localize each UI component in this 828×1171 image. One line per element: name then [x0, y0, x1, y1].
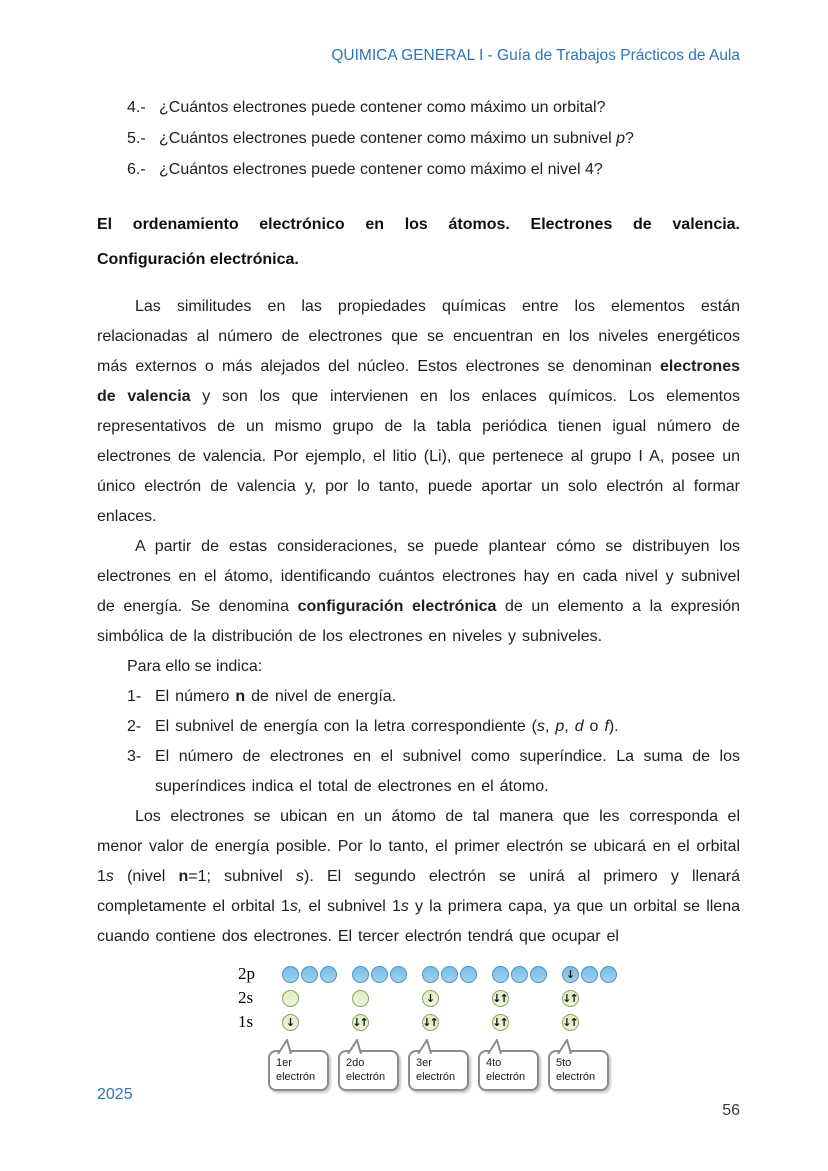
2p-orbital-group — [352, 966, 422, 983]
caption-cell — [556, 1050, 632, 1106]
question-number: 5.- — [127, 130, 146, 147]
s-orbital-circle — [422, 1014, 439, 1031]
s-orbital-circle — [492, 990, 509, 1007]
body-text-italic: s — [105, 868, 114, 885]
body-text: Los electrones se ubican en un átomo de tal manera que les corresponda el menor valor de energía posible. Por lo tanto, el primer electrón se ubicará en el orbital 1 — [97, 808, 740, 885]
body-text: Las similitudes en las propiedades químicas entre los elementos están relacionadas al número de electrones que se encuentran en los niveles energéticos más externos o más alejados del núcleo. Estos electrones se denominan — [97, 298, 740, 375]
caption-bubble — [408, 1050, 469, 1091]
diagram-row-2p — [238, 962, 740, 986]
question-text: ¿Cuántos electrones puede contener como máximo el nivel 4? — [159, 161, 603, 178]
p-orbital-circle — [530, 966, 547, 983]
paired-electron-arrows-icon: ↓↑ — [352, 1015, 367, 1029]
p-orbital-circle — [600, 966, 617, 983]
1s-orbital-group — [352, 1014, 422, 1031]
row-label-2s: 2s — [238, 988, 254, 1007]
p-orbital-circle — [301, 966, 318, 983]
paired-electron-arrows-icon: ↓↑ — [492, 991, 507, 1005]
p-orbital-circle — [282, 966, 299, 983]
row-label-2p: 2p — [238, 964, 255, 983]
list-item-number: 2- — [127, 718, 142, 735]
s-orbital-circle — [562, 1014, 579, 1031]
caption-line2: electrón — [486, 1071, 526, 1083]
paired-electron-arrows-icon: ↓↑ — [422, 1015, 437, 1029]
caption-bubble — [478, 1050, 539, 1091]
single-electron-arrow-icon: ↓ — [285, 1015, 294, 1029]
question-number: 6.- — [127, 161, 146, 178]
paired-electron-arrows-icon: ↓↑ — [492, 1015, 507, 1029]
body-text: y son los que intervienen en los enlaces químicos. Los elementos representativos de un mismo grupo de la tabla periódica tienen igual número de electrones de valencia. Por ejemplo, el litio (Li), que pertenece al grupo I A, posee un único electrón de valencia y, por lo tanto, puede aportar un solo electrón al formar enlaces. — [97, 388, 740, 525]
s-orbital-circle — [282, 1014, 299, 1031]
paired-electron-arrows-icon: ↓↑ — [562, 1015, 577, 1029]
diagram-row-1s — [238, 1010, 740, 1034]
s-orbital-circle — [492, 1014, 509, 1031]
p-orbital-circle — [352, 966, 369, 983]
p-orbital-circle — [441, 966, 458, 983]
list-item-text-italic: d — [574, 718, 584, 735]
running-header: QUIMICA GENERAL I - Guía de Trabajos Prácticos de Aula — [331, 47, 740, 64]
body-text: de un elemento a la expresión simbólica de la distribución de los electrones en niveles y subniveles. — [97, 598, 741, 645]
list-item-text-italic: f — [604, 718, 609, 735]
p-orbital-circle — [320, 966, 337, 983]
list-item-text: El número — [155, 688, 236, 705]
body-text-italic: s — [400, 898, 409, 915]
list-item-2 — [97, 712, 740, 742]
bubble-tail-icon — [416, 1039, 436, 1054]
s-orbital-circle — [352, 990, 369, 1007]
question-text: ? — [625, 130, 634, 147]
1s-orbital-group — [492, 1014, 562, 1031]
1s-orbital-group — [422, 1014, 492, 1031]
question-6 — [97, 154, 740, 185]
caption-line2: electrón — [556, 1071, 596, 1083]
single-electron-arrow-icon: ↓ — [425, 991, 434, 1005]
2p-orbital-group — [282, 966, 352, 983]
body-text-italic: s — [296, 868, 304, 885]
p-orbital-circle — [460, 966, 477, 983]
2s-orbital-group — [562, 990, 632, 1007]
1s-orbital-group — [562, 1014, 632, 1031]
question-list — [97, 92, 740, 185]
list-item-3 — [97, 742, 740, 802]
body-text-bold: configuración electrónica — [297, 598, 497, 615]
p-orbital-circle — [390, 966, 407, 983]
diagram-row-2s — [238, 986, 740, 1010]
list-item-text-italic: p — [555, 718, 565, 735]
body-text: y la primera capa, ya que un orbital se llena cuando contiene dos electrones. El tercer electrón tendrá que ocupar el — [97, 898, 741, 945]
body-text: A partir de estas consideraciones, se puede plantear cómo se distribuyen los electrones en el átomo, identificando cuántos electrones hay en cada nivel y subnivel de energía. Se denomina — [97, 538, 740, 615]
page-content — [97, 0, 740, 1106]
2s-orbital-group — [422, 990, 492, 1007]
caption-line2: electrón — [346, 1071, 386, 1083]
list-item-number: 1- — [127, 688, 142, 705]
list-item-number: 3- — [127, 748, 142, 765]
page-number: 56 — [722, 1102, 740, 1119]
footer-year: 2025 — [97, 1086, 133, 1103]
section-heading-line2: Configuración electrónica. — [97, 251, 299, 268]
body-text-bold: electrones de valencia — [97, 358, 740, 405]
question-number: 4.- — [127, 99, 146, 116]
p-orbital-circle — [371, 966, 388, 983]
list-item-text: o — [583, 718, 605, 735]
body-text: el subnivel 1 — [302, 898, 401, 915]
body-text-bold: n — [178, 868, 189, 885]
list-intro: Para ello se indica: — [127, 658, 263, 675]
bubble-tail-icon — [556, 1039, 576, 1054]
caption-bubble — [338, 1050, 399, 1091]
list-item-1 — [97, 682, 740, 712]
body-text: =1; subnivel — [188, 868, 296, 885]
list-item-text: de nivel de energía. — [245, 688, 397, 705]
question-5 — [97, 123, 740, 154]
caption-line1: 3er — [416, 1057, 432, 1069]
caption-bubble — [268, 1050, 329, 1091]
question-text-italic: p — [616, 130, 626, 147]
bubble-tail-icon — [486, 1039, 506, 1054]
2p-orbital-group — [422, 966, 492, 983]
list-item-text: ). — [608, 718, 619, 735]
list-item-text: , — [545, 718, 556, 735]
caption-line2: electrón — [276, 1071, 316, 1083]
caption-bubble — [548, 1050, 609, 1091]
list-item-text: El número de electrones en el subnivel como superíndice. La suma de los superíndices indica el total de electrones en el átomo. — [155, 748, 740, 795]
list-item-text-italic: s — [537, 718, 545, 735]
list-item-text: , — [564, 718, 575, 735]
caption-line2: electrón — [416, 1071, 456, 1083]
p-orbital-circle — [492, 966, 509, 983]
p-orbital-circle — [581, 966, 598, 983]
body-text: (nivel — [113, 868, 179, 885]
body-text: ). El segundo electrón se unirá al primero y llenará completamente el orbital 1 — [97, 868, 741, 915]
caption-line1: 4to — [486, 1057, 502, 1069]
row-label-1s: 1s — [238, 1012, 254, 1031]
orbital-diagram — [238, 962, 740, 1106]
2s-orbital-group — [492, 990, 562, 1007]
question-text: ¿Cuántos electrones puede contener como máximo un orbital? — [159, 99, 606, 116]
2p-orbital-group — [492, 966, 562, 983]
s-orbital-circle — [352, 1014, 369, 1031]
p-orbital-circle — [511, 966, 528, 983]
single-electron-arrow-icon: ↓ — [565, 967, 574, 981]
1s-orbital-group — [282, 1014, 352, 1031]
list-item-text: El subnivel de energía con la letra correspondiente ( — [155, 718, 537, 735]
list-item-text-bold: n — [235, 688, 246, 705]
caption-line1: 1er — [276, 1057, 292, 1069]
section-heading-line1: El ordenamiento electrónico en los átomos. Electrones de valencia. — [97, 216, 740, 233]
2p-orbital-group — [562, 966, 632, 983]
paired-electron-arrows-icon: ↓↑ — [562, 991, 577, 1005]
caption-line1: 5to — [556, 1057, 572, 1069]
diagram-caption-row — [238, 1050, 740, 1106]
s-orbital-circle — [562, 990, 579, 1007]
p-orbital-circle — [422, 966, 439, 983]
s-orbital-circle — [282, 990, 299, 1007]
question-text: ¿Cuántos electrones puede contener como máximo un subnivel — [159, 130, 617, 147]
bubble-tail-icon — [346, 1039, 366, 1054]
body-text-italic: s, — [289, 898, 303, 915]
p-orbital-circle — [562, 966, 579, 983]
caption-line1: 2do — [346, 1057, 365, 1069]
paragraph-electron-configuration — [97, 532, 740, 652]
question-4 — [97, 92, 740, 123]
s-orbital-circle — [422, 990, 439, 1007]
section-heading — [97, 207, 740, 277]
paragraph-aufbau — [97, 802, 740, 952]
2s-orbital-group — [282, 990, 352, 1007]
bubble-tail-icon — [276, 1039, 296, 1054]
paragraph-valence-electrons — [97, 292, 740, 532]
2s-orbital-group — [352, 990, 422, 1007]
